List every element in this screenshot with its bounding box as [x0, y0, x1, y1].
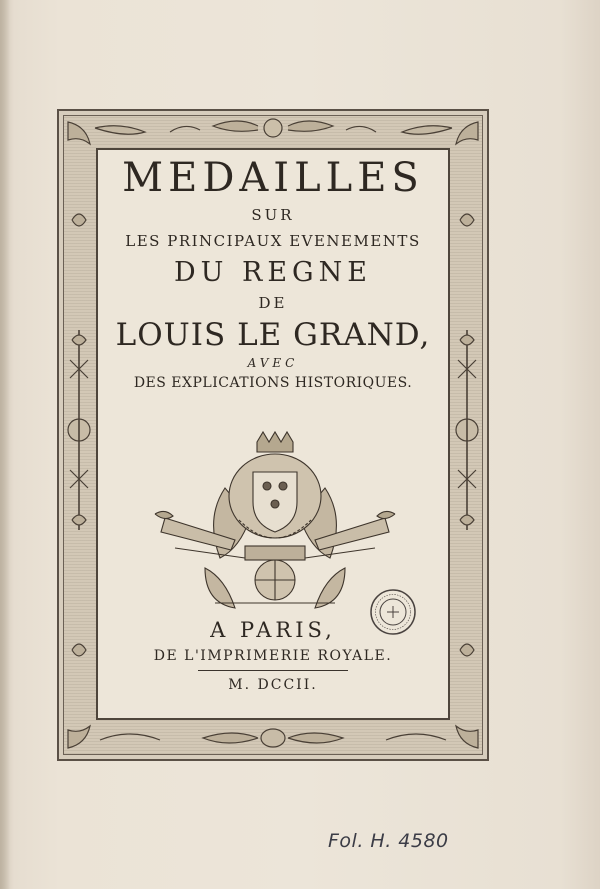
title-line-sur: SUR — [251, 206, 295, 224]
title-line-de: DE — [258, 294, 288, 312]
main-title: MEDAILLES — [122, 155, 424, 201]
imprint-rule — [198, 670, 348, 671]
title-line-king: LOUIS LE GRAND, — [115, 317, 431, 353]
title-line-explications: DES EXPLICATIONS HISTORIQUES. — [133, 375, 413, 391]
imprint-block — [96, 618, 450, 694]
royal-arms-vignette-icon — [145, 428, 405, 618]
imprint-printer: DE L'IMPRIMERIE ROYALE. — [153, 648, 393, 664]
title-line-events: LES PRINCIPAUX EVENEMENTS — [125, 232, 421, 250]
title-line-regne: DU REGNE — [174, 257, 372, 288]
imprint-city: A PARIS, — [210, 618, 336, 642]
imprint-year: M. DCCII. — [228, 677, 318, 693]
title-line-avec: AVEC — [247, 356, 299, 370]
title-block — [96, 148, 450, 392]
shelfmark: Fol. H. 4580 — [328, 830, 449, 852]
